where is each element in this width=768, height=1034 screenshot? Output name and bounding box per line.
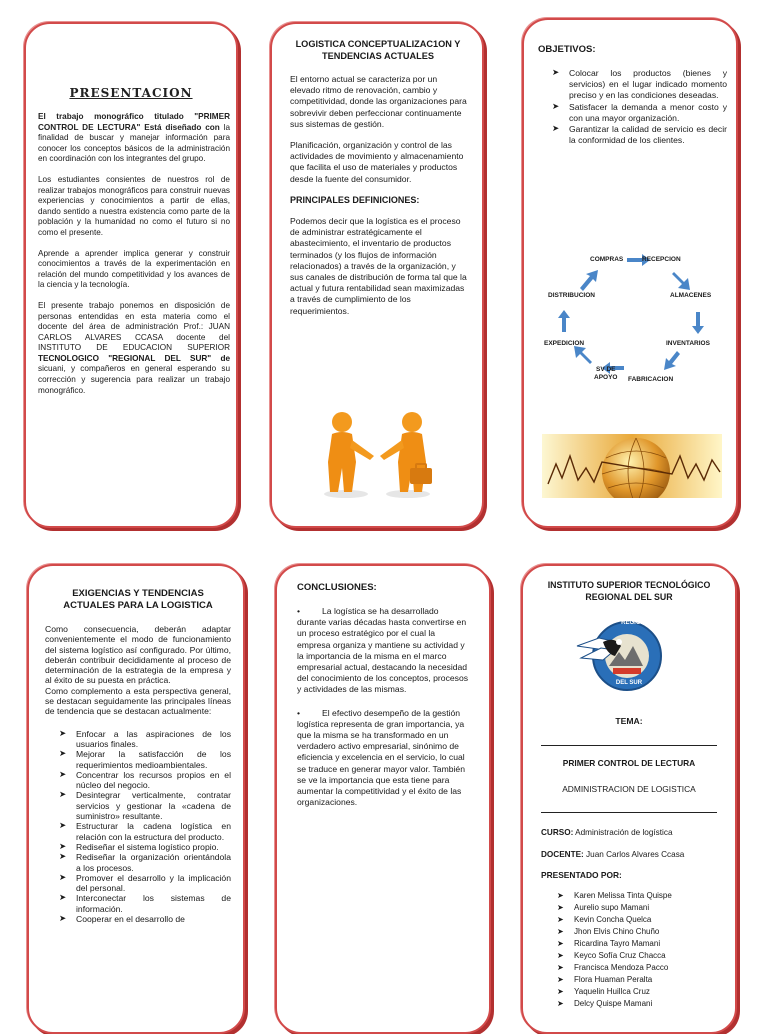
conclusion-text: La logística se ha desarrollado durante varias décadas hasta convertirse en un proceso estratégico por el cual la empresa organiza y mantiene su actividad y la importancia de la misma en el marco empresarial actual, destacando la necesidad del conocimiento de los conceptos, procesos y actividades de las mismas. xyxy=(297,606,469,695)
presentacion-para4-c: sicuani, y compañeros en general esperando su corrección y sugerencia para realizar un trabajo monográfico. xyxy=(38,364,230,395)
tendencia-item: ➤ Rediseñar el sistema logístico propio. xyxy=(59,842,231,852)
logistica-para2: Planificación, organización y control de las actividades de movimiento y almacenamiento que facilita el uso de materiales y productos desde la fuente del consumidor. xyxy=(290,140,464,184)
tema-divider xyxy=(541,745,717,746)
handshake-illustration xyxy=(312,406,442,502)
arrow-expedicion-distribucion xyxy=(558,310,570,332)
conclusion-bullet: • xyxy=(297,606,301,616)
conclusion-2 xyxy=(297,708,469,809)
panel-logistica-conceptualizacion xyxy=(270,22,484,528)
conclusion-text: El efectivo desempeño de la gestión logística representa de gran importancia, ya que la misma se ha transformado en un verdadero activo empresarial, sinónimo de eficiencia y excelencia en el servicio, lo cual se traduce en generar mayor valor. También se ve la importancia que esta tiene para aumentar la competitividad y el éxito de las organizaciones. xyxy=(297,707,465,808)
arrow-sv-expedicion xyxy=(574,346,592,364)
arrow-inventarios-fabricacion xyxy=(664,351,680,370)
logistica-body xyxy=(290,74,468,317)
member-item: ➤ Aurelio supo Mamani xyxy=(557,902,727,914)
member-item: ➤ Jhon Elvis Chino Chuño xyxy=(557,926,727,938)
cycle-almacenes: ALMACENES xyxy=(670,292,712,299)
presentacion-para4-a: El presente trabajo ponemos en disposición de personas entendidas en esta materia como el docente del área de administración Prof.: JUAN CARLOS ALVARES CCASA docente del INSTITUTO DE EDUCACION SUPERIOR xyxy=(38,300,230,353)
arrow-distribucion-compras xyxy=(580,270,598,291)
members-list xyxy=(557,890,727,1010)
cycle-sv-apoyo xyxy=(594,366,617,382)
panel-conclusiones xyxy=(275,564,491,1034)
tendencia-item: ➤ Interconectar los sistemas de información. xyxy=(59,893,231,914)
member-item: ➤ Yaquelin Huillca Cruz xyxy=(557,986,727,998)
tema-divider-bottom xyxy=(541,812,717,813)
member-item: ➤ Delcy Quispe Mamani xyxy=(557,998,727,1010)
exigencias-title: EXIGENCIAS Y TENDENCIAS ACTUALES PARA LA LOGISTICA xyxy=(63,588,213,611)
panel-presentacion xyxy=(24,22,238,528)
presentado-label: PRESENTADO POR: xyxy=(541,870,622,880)
member-item: ➤ Ricardina Tayro Mamani xyxy=(557,938,727,950)
principales-definiciones-title: PRINCIPALES DEFINICIONES: xyxy=(290,194,420,205)
curso-line xyxy=(541,828,673,837)
presentacion-body xyxy=(38,112,230,396)
presentacion-para1-intro: El trabajo monográfico titulado "PRIMER CONTROL DE LECTURA" Está diseñado con xyxy=(38,112,230,132)
arrow-recepcion-almacenes xyxy=(672,272,690,290)
cycle-fabricacion: FABRICACION xyxy=(628,376,674,383)
tendencia-item: ➤ Desintegrar verticalmente, contratar servicios y gestionar la «cadena de suministro» resultante. xyxy=(59,790,231,821)
tema-label: TEMA: xyxy=(615,716,643,726)
member-item: ➤ Karen Melissa Tinta Quispe xyxy=(557,890,727,902)
arrow-almacenes-inventarios xyxy=(692,312,704,334)
member-item: ➤ Francisca Mendoza Pacco xyxy=(557,962,727,974)
objetivos-title: OBJETIVOS: xyxy=(538,44,596,55)
tendencia-item: ➤ Concentrar los recursos propios en el núcleo del negocio. xyxy=(59,770,231,791)
tendencias-list xyxy=(45,729,231,925)
institute-logo xyxy=(575,616,667,696)
tendencia-item: ➤ Enfocar a las aspiraciones de los usuarios finales. xyxy=(59,729,231,750)
curso-label: CURSO: xyxy=(541,828,574,837)
logistica-para3: Podemos decir que la logística es el proceso de administrar estratégicamente el abastecimiento, el inventario de productos terminados (y los flujos de información relacionados) a través de la organización, y sus canales de distribución de forma tal que la actual y futura rentabilidad sean maximizadas a través de cumplimiento de los requerimientos. xyxy=(290,216,467,316)
exigencias-body xyxy=(45,624,231,924)
cycle-sv-line1: SV DE xyxy=(595,366,616,373)
presentacion-title: PRESENTACION xyxy=(69,86,193,100)
docente-label: DOCENTE: xyxy=(541,850,584,859)
tendencia-item: ➤ Promover el desarrollo y la implicación del personal. xyxy=(59,873,231,894)
objetivo-item: ➤ Satisfacer la demanda a menor costo y con una mayor organización. xyxy=(552,102,727,124)
exigencias-para2: Como complemento a esta perspectiva general, se destacan seguidamente las principales líneas de tendencia que se destacan actualmente: xyxy=(45,685,231,717)
objetivo-item: ➤ Garantizar la calidad de servicio es decir la conformidad de los clientes. xyxy=(552,124,727,146)
presentacion-para4-b: TECNOLOGICO "REGIONAL DEL SUR" de xyxy=(38,353,230,363)
conclusiones-body xyxy=(297,606,469,808)
logistica-para1: El entorno actual se caracteriza por un elevado ritmo de renovación, cambio y competitividad, donde las organizaciones para sobrevivir deben perfeccionar continuamente sus sistemas de gestión. xyxy=(290,74,467,129)
panel-exigencias xyxy=(27,564,245,1034)
presentacion-para1 xyxy=(38,112,230,165)
panel-portada xyxy=(521,564,737,1034)
logo-text-top: REGIONAL xyxy=(621,620,653,626)
logistics-cycle-diagram xyxy=(524,246,736,396)
cycle-distribucion: DISTRIBUCION xyxy=(548,292,595,299)
institute-title: INSTITUTO SUPERIOR TECNOLÓGICO REGIONAL DEL SUR xyxy=(547,580,711,602)
panel-objetivos xyxy=(522,18,738,528)
cycle-recepcion: RECEPCION xyxy=(642,256,681,263)
member-item: ➤ Kevin Concha Quelca xyxy=(557,914,727,926)
globe-chart-image xyxy=(542,434,722,498)
tema-title: PRIMER CONTROL DE LECTURA xyxy=(562,758,696,768)
cycle-compras: COMPRAS xyxy=(590,256,624,263)
presentacion-para1-rest: la finalidad de buscar y manejar información para conocer los conceptos básicos de la administración en coordinación con los integrantes del grupo. xyxy=(38,122,230,164)
logistica-title: LOGISTICA CONCEPTUALIZAC1ON Y TENDENCIAS ACTUALES xyxy=(295,39,461,61)
member-item: ➤ Flora Huaman Peralta xyxy=(557,974,727,986)
curso-value: Administración de logística xyxy=(575,828,673,837)
tema-subtitle: ADMINISTRACION DE LOGISTICA xyxy=(562,784,696,794)
conclusiones-title: CONCLUSIONES: xyxy=(297,582,377,593)
docente-line xyxy=(541,850,684,859)
cycle-inventarios: INVENTARIOS xyxy=(666,340,710,347)
member-item: ➤ Keyco Sofía Cruz Chacca xyxy=(557,950,727,962)
cycle-expedicion: EXPEDICION xyxy=(544,340,585,347)
cycle-sv-line2: APOYO xyxy=(594,374,618,381)
presentacion-para2: Los estudiantes consientes de nuestros rol de realizar trabajos monográficos para construir nuevas experiencias y conocimientos a partir de ellas, dando sentido a nuestra existencia como parte de la población y la humanidad no como el futuro si no como el presente. xyxy=(38,174,230,237)
tendencia-item: ➤ Rediseñar la organización orientándola a los procesos. xyxy=(59,852,231,873)
objetivos-list xyxy=(552,68,727,146)
exigencias-para1: Como consecuencia, deberán adaptar convenientemente el modo de funcionamiento del sistema logístico así configurado. Por último, deberán contribuir decididamente al proceso de determinación de la estrategia de la empresa y al éxito de su puesta en práctica. xyxy=(45,624,231,686)
conclusion-bullet: • xyxy=(297,707,301,718)
tendencia-item: ➤ Mejorar la satisfacción de los requerimientos medioambientales. xyxy=(59,749,231,770)
logo-text-bottom: DEL SUR xyxy=(615,680,643,686)
tendencia-item: ➤ Cooperar en el desarrollo de xyxy=(59,914,231,924)
presentacion-para3: Aprende a aprender implica generar y construir conocimientos a través de la experimentación en relación del mundo competitividad y los avances de la ciencia y la tecnología. xyxy=(38,248,230,290)
docente-value: Juan Carlos Alvares Ccasa xyxy=(586,850,685,859)
tendencia-item: ➤ Estructurar la cadena logística en relación con la estructura del producto. xyxy=(59,821,231,842)
presentacion-para4 xyxy=(38,301,230,396)
conclusion-1 xyxy=(297,606,469,696)
objetivo-item: ➤ Colocar los productos (bienes y servicios) en el lugar indicado momento preciso y en las condiciones deseadas. xyxy=(552,68,727,102)
